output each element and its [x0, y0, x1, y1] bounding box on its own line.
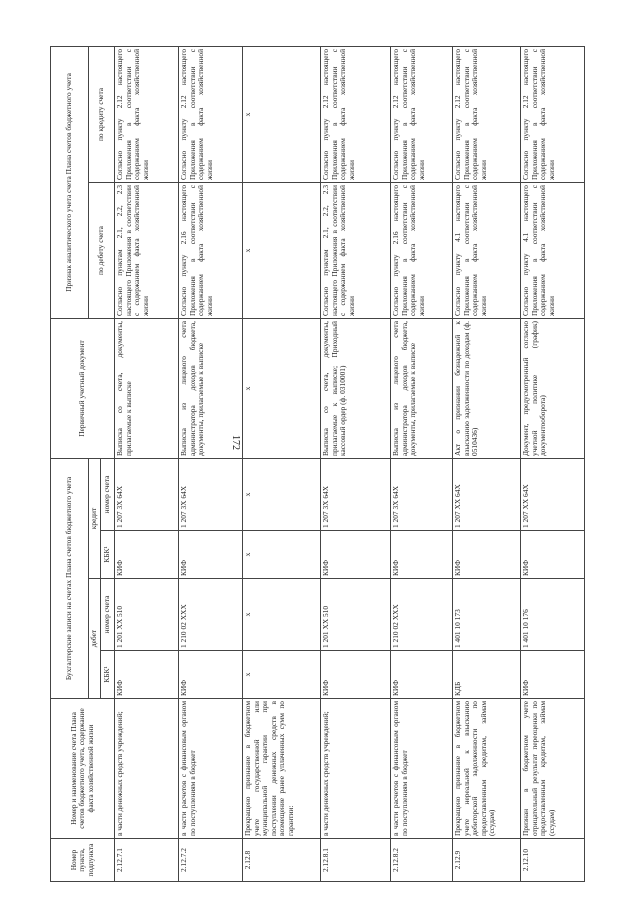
header-analytics: Признак аналитического учета счета Плана счетов бюджетного учета [51, 46, 89, 318]
row-analytics-credit: Согласно пункту 2.12 настоящего Приложения в соответствии с содержанием факта хозяйственной жизни [391, 46, 453, 182]
row-credit-account: x [243, 458, 321, 530]
row-analytics-credit: Согласно пункту 2.12 настоящего Приложения в соответствии с содержанием факта хозяйственной жизни [321, 46, 391, 182]
row-analytics-credit: Согласно пункту 2.12 настоящего Приложения в соответствии с содержанием факта хозяйственной жизни [179, 46, 243, 182]
row-description: в части денежных средств учреждений; [321, 699, 391, 839]
row-credit-account: 1 207 3X 64X [321, 458, 391, 530]
row-credit-account: 1 207 3X 64X [391, 458, 453, 530]
table-header [51, 46, 115, 881]
header-analytics-debit: по дебету счета [89, 182, 115, 318]
header-entries: Бухгалтерские записи на счетах Плана счетов бюджетного учета [51, 458, 89, 698]
header-debit: дебет [89, 579, 101, 699]
row-debit-account: 1 210 02 XXX [391, 579, 453, 651]
row-debit-kbk: КДБ [453, 651, 521, 699]
page-number: 172 [230, 435, 241, 450]
header-debit-account: номер счета [101, 579, 115, 651]
header-debit-kbk: КБК¹ [101, 651, 115, 699]
row-description: в части денежных средств учреждений; [115, 699, 179, 839]
header-document: Первичный учетный документ [51, 318, 115, 458]
row-description: Признан в бюджетном учете отрицательный результат переоценки по предоставленным кредитам, займам (ссудам) [521, 699, 585, 839]
row-number: 2.12.9 [453, 839, 521, 882]
rotated-table-container [50, 47, 560, 882]
row-debit-kbk: КИФ [115, 651, 179, 699]
row-number: 2.12.7.1 [115, 839, 179, 882]
row-document: Выписка из лицевого счета администратора доходов бюджета, документы, прилагаемые к выписке [391, 318, 453, 458]
row-description: Прекращено признание в бюджетном учете государственной или муниципальной гарантии при поступлении денежных средств в возмещение ранее уплаченных сумм по гарантии: [243, 699, 321, 839]
row-credit-kbk: КИФ [321, 531, 391, 579]
row-debit-kbk: КИФ [321, 651, 391, 699]
row-number: 2.12.8.2 [391, 839, 453, 882]
row-debit-account: 1 210 02 XXX [179, 579, 243, 651]
row-description: в части расчетов с финансовым органом по поступлениям в бюджет [179, 699, 243, 839]
row-credit-account: 1 207 XX 64X [453, 458, 521, 530]
table-row [179, 46, 243, 881]
table-row [453, 46, 521, 881]
row-credit-account: 1 207 XX 64X [521, 458, 585, 530]
row-number: 2.12.7.2 [179, 839, 243, 882]
row-credit-account: 1 207 3X 64X [179, 458, 243, 530]
row-analytics-debit: Согласно пункту 4.1 настоящего Приложения в соответствии с содержанием факта хозяйственной жизни [453, 182, 521, 318]
row-document: Выписка со счета, документы, прилагаемые к выписке [115, 318, 179, 458]
row-analytics-debit: x [243, 182, 321, 318]
row-description: в части расчетов с финансовым органом по поступлениям в бюджет [391, 699, 453, 839]
row-document: Документ, предусмотренный согласно учетной политике (график) документооборота) [521, 318, 585, 458]
header-credit-kbk: КБК¹ [101, 531, 115, 579]
row-document: Выписка из лицевого счета администратора доходов бюджета, документы, прилагаемые к выписке [179, 318, 243, 458]
row-debit-kbk: x [243, 651, 321, 699]
row-debit-account: 1 201 XX 510 [115, 579, 179, 651]
table-row [391, 46, 453, 881]
row-analytics-credit: Согласно пункту 2.12 настоящего Приложения в соответствии с содержанием факта хозяйственной жизни [115, 46, 179, 182]
header-credit: кредит [89, 458, 101, 578]
row-analytics-debit: Согласно пунктам 2.1, 2.2, 2.3 настоящего Приложения в соответствии с содержанием факта хозяйственной жизни [321, 182, 391, 318]
accounting-table [50, 46, 585, 882]
row-debit-kbk: КИФ [391, 651, 453, 699]
header-analytics-credit: по кредиту счета [89, 46, 115, 182]
row-debit-account: 1 401 10 176 [521, 579, 585, 651]
row-number: 2.12.8.1 [321, 839, 391, 882]
row-credit-kbk: x [243, 531, 321, 579]
row-analytics-credit: Согласно пункту 2.12 настоящего Приложения в соответствии с содержанием факта хозяйственной жизни [453, 46, 521, 182]
row-credit-account: 1 207 3X 64X [115, 458, 179, 530]
table-row [521, 46, 585, 881]
table-row [243, 46, 321, 881]
row-document: Акт о признании безнадежной к взысканию задолженности по доходам (ф. 0510436) [453, 318, 521, 458]
table-row [115, 46, 179, 881]
row-analytics-debit: Согласно пункту 2.16 настоящего Приложения в соответствии с содержанием факта хозяйственной жизни [391, 182, 453, 318]
row-credit-kbk: КИФ [179, 531, 243, 579]
row-analytics-credit: Согласно пункту 2.12 настоящего Приложения в соответствии с содержанием факта хозяйственной жизни [521, 46, 585, 182]
header-number: Номер пункта, подпункта [51, 839, 115, 882]
row-credit-kbk: КИФ [453, 531, 521, 579]
row-number: 2.12.8 [243, 839, 321, 882]
row-analytics-debit: Согласно пункту 4.1 настоящего Приложения в соответствии с содержанием факта хозяйственной жизни [521, 182, 585, 318]
row-analytics-debit: Согласно пунктам 2.1, 2.2, 2.3 настоящего Приложения в соответствии с содержанием факта хозяйственной жизни [115, 182, 179, 318]
row-document: Выписка со счета, документы, прилагаемые к выписке; Приходный кассовый ордер (ф. 0310001) [321, 318, 391, 458]
row-document: x [243, 318, 321, 458]
table-row [321, 46, 391, 881]
header-account: Номер и наименование счета Плана счетов бюджетного учета, содержание факта хозяйственной жизни [51, 699, 115, 839]
row-analytics-debit: Согласно пункту 2.16 настоящего Приложения в соответствии с содержанием факта хозяйственной жизни [179, 182, 243, 318]
row-debit-kbk: КИФ [521, 651, 585, 699]
row-analytics-credit: x [243, 46, 321, 182]
row-debit-account: x [243, 579, 321, 651]
row-credit-kbk: КИФ [115, 531, 179, 579]
row-credit-kbk: КИФ [521, 531, 585, 579]
header-credit-account: номер счета [101, 458, 115, 530]
row-number: 2.12.10 [521, 839, 585, 882]
row-credit-kbk: КИФ [391, 531, 453, 579]
row-description: Прекращено признание в бюджетном учете нереальной к взысканию дебиторской задолженности по предоставленным кредитам, займам (ссудам) [453, 699, 521, 839]
row-debit-kbk: КИФ [179, 651, 243, 699]
row-debit-account: 1 201 XX 510 [321, 579, 391, 651]
row-debit-account: 1 401 10 173 [453, 579, 521, 651]
